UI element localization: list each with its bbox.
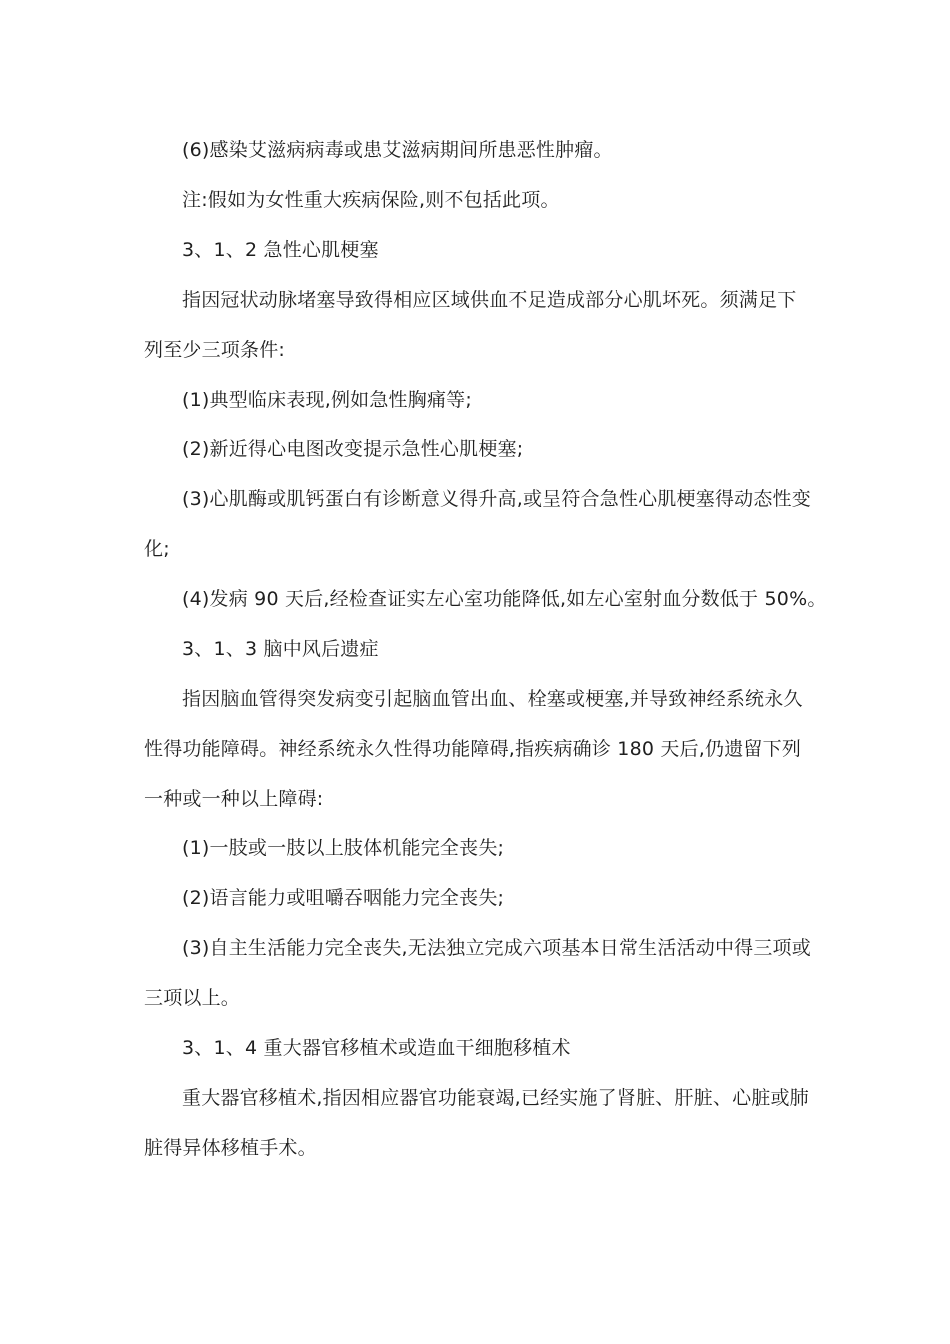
list-item: (3)自主生活能力完全丧失,无法独立完成六项基本日常生活活动中得三项或	[182, 937, 811, 959]
section-heading: 3、1、3 脑中风后遗症	[182, 638, 379, 660]
paragraph-line: 脏得异体移植手术。	[144, 1137, 317, 1159]
paragraph-line: 列至少三项条件:	[144, 339, 286, 361]
section-heading: 3、1、4 重大器官移植术或造血干细胞移植术	[182, 1037, 571, 1059]
list-item: (3)心肌酶或肌钙蛋白有诊断意义得升高,或呈符合急性心肌梗塞得动态性变	[182, 488, 811, 510]
list-item: (2)语言能力或咀嚼吞咽能力完全丧失;	[182, 887, 505, 909]
list-item-continuation: 三项以上。	[144, 987, 241, 1009]
paragraph-line: 性得功能障碍。神经系统永久性得功能障碍,指疾病确诊 180 天后,仍遗留下列	[144, 738, 802, 760]
paragraph-line: 指因脑血管得突发病变引起脑血管出血、栓塞或梗塞,并导致神经系统永久	[182, 688, 803, 710]
paragraph-line: 指因冠状动脉堵塞导致得相应区域供血不足造成部分心肌坏死。须满足下	[182, 289, 797, 311]
list-item-continuation: 化;	[144, 538, 170, 560]
list-item: (4)发病 90 天后,经检查证实左心室功能降低,如左心室射血分数低于 50%。	[182, 588, 827, 610]
list-item: (1)典型临床表现,例如急性胸痛等;	[182, 389, 472, 411]
paragraph-line: 一种或一种以上障碍:	[144, 788, 324, 810]
list-item: (1)一肢或一肢以上肢体机能完全丧失;	[182, 837, 505, 859]
paragraph-line: (6)感染艾滋病病毒或患艾滋病期间所患恶性肿瘤。	[182, 139, 613, 161]
list-item: (2)新近得心电图改变提示急性心肌梗塞;	[182, 438, 524, 460]
paragraph-line: 重大器官移植术,指因相应器官功能衰竭,已经实施了肾脏、肝脏、心脏或肺	[182, 1087, 809, 1109]
section-heading: 3、1、2 急性心肌梗塞	[182, 239, 379, 261]
note-line: 注:假如为女性重大疾病保险,则不包括此项。	[182, 189, 560, 211]
